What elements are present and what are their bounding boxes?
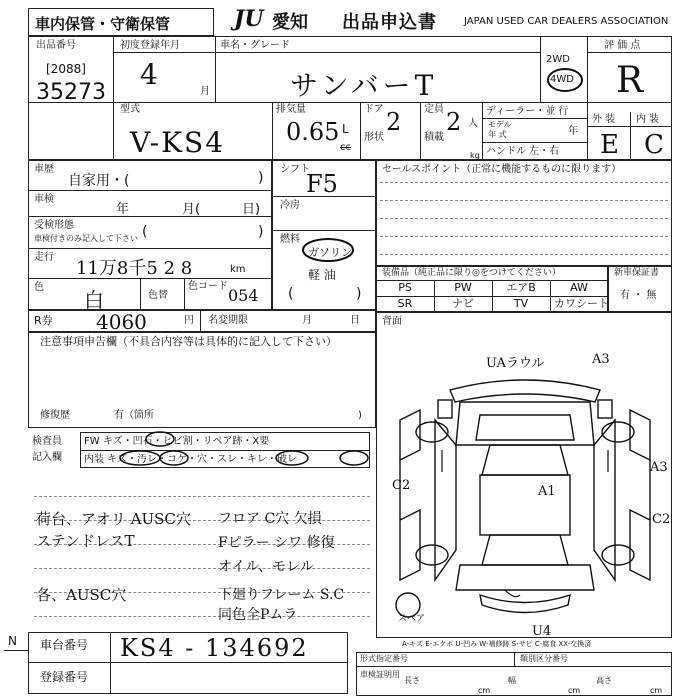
diag-spare: スペア [398, 614, 426, 624]
cm-1: cm [478, 686, 491, 695]
inspector-right-5: 下廻りフレーム S.C [218, 587, 345, 603]
fuel-gas: ガソリン [308, 246, 352, 259]
equipment-item: PW [454, 281, 472, 294]
car-name-value: サンバーT [290, 69, 438, 102]
inspection-month: 月( [182, 202, 201, 217]
org-name: 愛知 [272, 12, 308, 33]
diag-a1: A1 [538, 484, 556, 499]
lot-label: 出品番号 [36, 40, 76, 51]
model-year-label2: 年 式 [488, 130, 507, 139]
diag-a3-top: A3 [592, 352, 610, 367]
capacity-label: 定員 [424, 104, 444, 115]
fuel-diesel: 軽 油 [308, 268, 336, 282]
proof-label: 車検証明用 [360, 670, 400, 679]
diag-c2-left: C2 [392, 478, 411, 493]
inspector-right-2: Fピラー シワ 修復 [218, 535, 335, 551]
capacity-unit: 人 [468, 118, 478, 129]
drive-4wd: 4WD [550, 74, 574, 85]
n-mark: N [8, 634, 17, 648]
reg-month-unit: 月 [200, 86, 210, 97]
grade-label: 評 価 点 [604, 40, 641, 51]
inspector-line-2: ステンドレスT [36, 532, 135, 550]
dealer-label: ディーラー・並 行 [486, 106, 569, 117]
recycle-label: R券 [34, 314, 53, 327]
spec-label: 形式指定番号 [360, 654, 408, 663]
equipment-item: SR [397, 297, 413, 310]
model-year-label: モデル [488, 120, 512, 129]
int-label: 内 装 [636, 114, 660, 125]
inspection-label: 車検 [34, 194, 54, 205]
displacement-unit-l: L [342, 122, 349, 136]
height-label: 高さ [596, 676, 612, 685]
fuel-other-open: ( [288, 286, 294, 302]
equipment-label: 装備品（純正品に限り◎をつけてください） [382, 268, 561, 278]
width-label: 幅 [508, 676, 516, 685]
displacement-value: 0.65 [286, 118, 340, 146]
form-subtitle: JAPAN USED CAR DEALERS ASSOCIATION [464, 16, 669, 27]
history-value: 自家用・( [68, 173, 130, 189]
color-value: 白 [84, 288, 104, 312]
mileage-unit: km [230, 264, 246, 275]
diag-front-note: UAラウル [486, 356, 545, 371]
reg-year-label: 初度登録年月 [120, 40, 180, 51]
diag-c2-right: C2 [652, 512, 671, 527]
load-unit: kg [470, 151, 480, 160]
recv-open: ( [142, 224, 148, 240]
equipment-item: カワシート [554, 297, 609, 310]
color-code-label: 色コード [188, 281, 228, 292]
history-close: ) [258, 170, 264, 186]
inspector-line-5: 各、AUSC穴 [36, 586, 127, 604]
inspector-label-1: 検査員 [32, 436, 62, 447]
shape-label: 形状 [364, 132, 384, 143]
inspection-day: 日) [242, 202, 261, 217]
color-change-label: 色替 [148, 290, 168, 301]
recv-close: ) [258, 224, 264, 240]
name-change-day: 日 [350, 315, 360, 326]
sales-point-block [376, 160, 672, 266]
notes-label: 注意事項申告欄（不具合内容等は具体的に記入して下さい） [40, 335, 337, 348]
equipment-item: ナビ [452, 297, 474, 310]
4wd-circle-mark [545, 65, 585, 95]
diag-a3-right: A3 [650, 460, 668, 475]
history-label: 車歴 [34, 164, 54, 175]
ac-label: 冷房 [280, 200, 300, 211]
color-label: 色 [34, 282, 44, 293]
guarantee-value: 有 ・ 無 [620, 290, 657, 301]
reg-year-value: 4 [140, 58, 158, 91]
diag-u4: U4 [532, 624, 552, 639]
displacement-unit-cc: cc [340, 142, 351, 153]
inspector-circle-marks [110, 430, 370, 470]
repair-close: ) [358, 410, 362, 421]
grade-value: R [616, 60, 644, 101]
recycle-unit: 円 [184, 315, 194, 326]
recycle-value: 4060 [96, 310, 147, 334]
inspector-right-1: フロア C穴 欠損 [218, 511, 322, 527]
car-name-label: 車名・グレード [220, 40, 290, 51]
inspector-line-1: 荷台、アオリ AUSC穴 [36, 510, 191, 528]
inspector-codes-1: FW キズ・凹石・ヒビ割・リペア跡・X要 [84, 436, 270, 447]
repair-value: 有（箇所 [114, 410, 154, 421]
inspector-right-6: 同色全Pムラ [218, 607, 298, 623]
fuel-label: 燃料 [280, 234, 300, 245]
equipment-item: TV [513, 297, 529, 310]
lot-sub: [2088] [46, 62, 86, 76]
form-title: 出品申込書 [342, 12, 437, 33]
year-unit: 年 [568, 126, 578, 137]
cm-2: cm [568, 686, 581, 695]
fuel-other-close: ) [356, 286, 362, 302]
int-value: C [644, 130, 664, 160]
load-label: 積載 [424, 132, 444, 143]
storage-badge-text: 車内保管・守衛保管 [35, 15, 171, 33]
handle-label: ハンドル 左・右 [486, 146, 560, 157]
displacement-label: 排気量 [276, 104, 306, 115]
shift-value: F5 [306, 170, 338, 198]
fuel-gas-circle-mark [300, 236, 356, 264]
storage-badge [28, 8, 214, 36]
name-change-month: 月 [302, 315, 312, 326]
mileage-label: 走行 [34, 252, 54, 263]
mileage-value: 11万8千5 2 8 [76, 258, 193, 279]
inspection-year: 年 [116, 202, 130, 217]
rear-view-label: 背面 [382, 316, 402, 327]
shift-label: シフト [280, 164, 310, 175]
model-label: 型式 [120, 104, 140, 115]
car-damage-diagram [380, 340, 670, 640]
doors-value: 2 [386, 108, 402, 136]
reg-number-label: 登録番号 [40, 670, 89, 684]
guarantee-label: 新車保証書 [614, 268, 660, 278]
repair-label: 修復歴 [40, 410, 70, 421]
ju-logo: JU [234, 6, 264, 32]
damage-legend: A-キズ E-エクボ U-凹み W-補修跡 S-サビ C-腐食 XX-交換済 [402, 640, 592, 648]
equipment-item: PS [398, 281, 412, 294]
recv-note: 車検付きのみ記入して下さい [34, 234, 138, 243]
inspector-codes-2: 内装 キズ・汚レ・コゲ・穴・スレ・キレ・破レ [84, 454, 297, 465]
lot-number: 35273 [36, 80, 106, 105]
chassis-label: 車台番号 [40, 638, 89, 652]
ext-label: 外 装 [592, 114, 616, 125]
recv-label: 受検形態 [34, 220, 74, 231]
chassis-value: KS4 - 134692 [120, 634, 309, 662]
model-value: V-KS4 [130, 126, 226, 159]
ext-value: E [600, 130, 619, 160]
length-label: 長さ [404, 676, 420, 685]
name-change-label: 名変期限 [208, 315, 248, 326]
class-label: 類別区分番号 [520, 654, 568, 663]
equipment-item: エアB [506, 281, 536, 294]
doors-label: ドア [364, 104, 384, 115]
color-code-value: 054 [228, 286, 259, 305]
capacity-value: 2 [446, 108, 462, 136]
cm-3: cm [650, 686, 663, 695]
drive-2wd: 2WD [546, 54, 570, 65]
inspector-label-2: 記入欄 [32, 452, 62, 463]
sales-point-label: セールスポイント（正常に機能するものに限ります） [382, 164, 622, 175]
equipment-item: AW [570, 281, 588, 294]
inspector-right-3: オイル、モレル [218, 559, 314, 575]
recycle-block [28, 310, 376, 332]
